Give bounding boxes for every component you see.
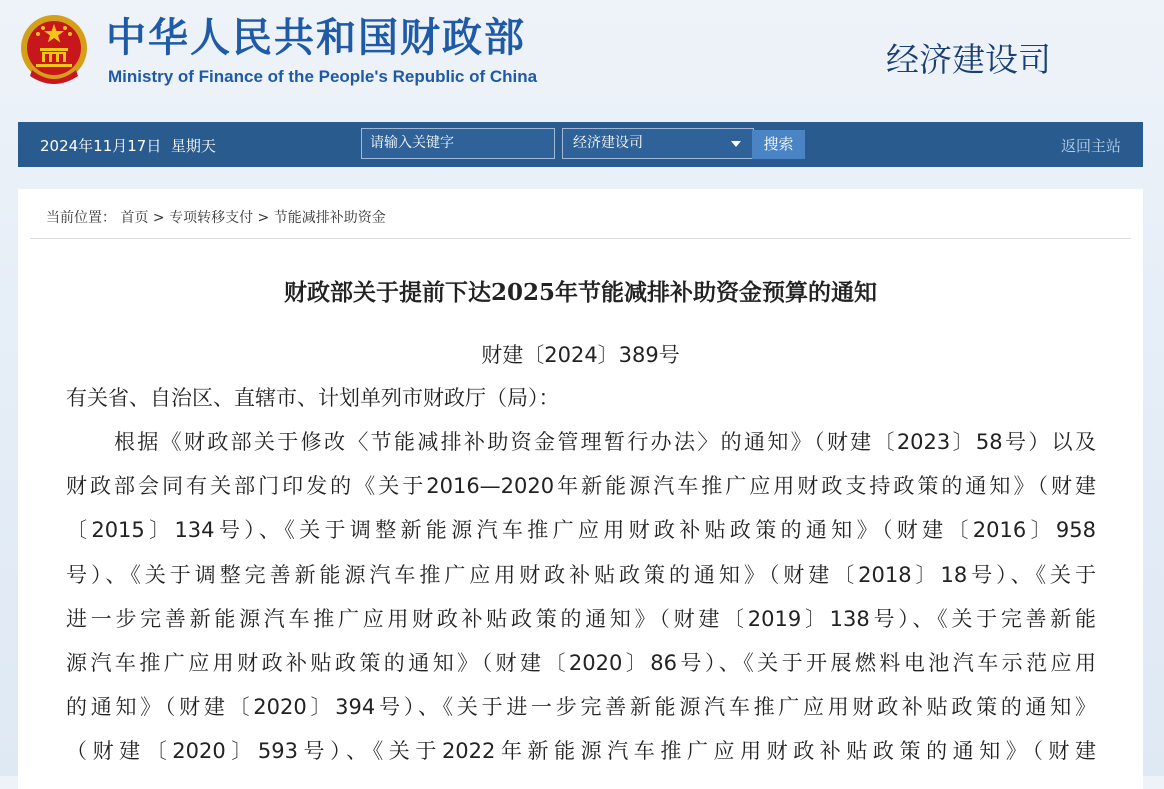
body-line: 进一步完善新能源汽车推广应用财政补贴政策的通知》（财建〔2019〕138号）、《关于完善新能	[66, 607, 1096, 631]
document-number: 财建〔2024〕389号	[481, 343, 680, 367]
breadcrumb-separator: >	[152, 210, 165, 226]
breadcrumb-item-transfer[interactable]: 专项转移支付	[169, 210, 254, 226]
body-line: 根据《财政部关于修改〈节能减排补助资金管理暂行办法〉的通知》（财建〔2023〕58号）以及	[114, 430, 1096, 454]
breadcrumb-item-home[interactable]: 首页	[120, 210, 149, 226]
return-home-link[interactable]: 返回主站	[1060, 137, 1121, 155]
current-date: 2024年11月17日 星期天	[40, 137, 216, 155]
body-line: 号）、《关于调整完善新能源汽车推广应用财政补贴政策的通知》（财建〔2018〕18号）、《关于	[66, 563, 1096, 587]
search-input[interactable]	[361, 128, 555, 159]
body-line: 财政部会同有关部门印发的《关于2016—2020年新能源汽车推广应用财政支持政策的通知》（财建	[66, 474, 1096, 498]
article-panel	[18, 189, 1143, 789]
scope-select-value: 经济建设司	[573, 135, 643, 151]
scope-select[interactable]	[562, 128, 754, 159]
top-navbar	[18, 122, 1143, 167]
ministry-name-en[interactable]: Ministry of Finance of the People's Republic of China	[108, 67, 538, 86]
section-title: 经济建设司	[886, 40, 1051, 79]
body-line: 〔2015〕134号）、《关于调整新能源汽车推广应用财政补贴政策的通知》（财建〔2016〕958	[66, 518, 1096, 542]
breadcrumb-item-energy-fund[interactable]: 节能减排补助资金	[273, 210, 386, 226]
body-line: （财建〔2020〕593号）、《关于2022年新能源汽车推广应用财政补贴政策的通知》（财建	[66, 739, 1096, 763]
site-header	[0, 0, 1164, 122]
ministry-name-cn[interactable]: 中华人民共和国财政部	[106, 15, 526, 61]
article-title: 财政部关于提前下达2025年节能减排补助资金预算的通知	[283, 279, 877, 306]
divider	[30, 238, 1131, 239]
breadcrumb	[46, 207, 386, 227]
breadcrumb-separator: >	[257, 210, 270, 226]
body-line: 的通知》（财建〔2020〕394号）、《关于进一步完善新能源汽车推广应用财政补贴政策的通知》	[66, 695, 1096, 719]
addressee: 有关省、自治区、直辖市、计划单列市财政厅（局）：	[66, 386, 560, 410]
chevron-down-icon	[731, 141, 741, 147]
search-button[interactable]: 搜索	[752, 130, 805, 159]
national-emblem-icon[interactable]	[18, 12, 90, 88]
body-line: 源汽车推广应用财政补贴政策的通知》（财建〔2020〕86号）、《关于开展燃料电池汽车示范应用	[66, 651, 1096, 675]
breadcrumb-label: 当前位置：	[46, 210, 116, 226]
